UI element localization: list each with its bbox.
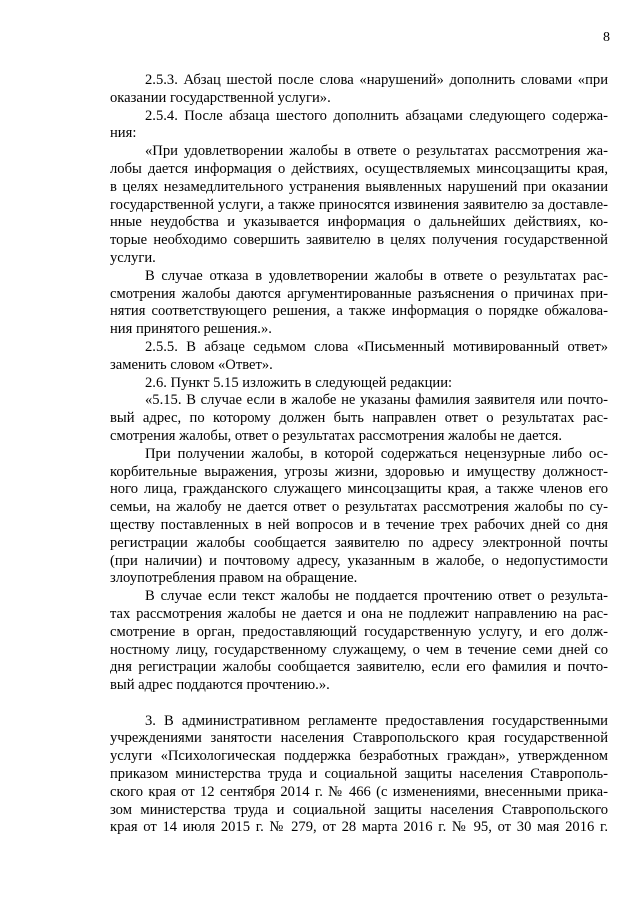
paragraph-spacer xyxy=(110,695,608,713)
text-line: вый адрес, по которому должен быть направлен ответ о результатах рас- xyxy=(110,410,608,427)
text-line: смотрение в орган, предоставляющий государственную услугу, и его долж- xyxy=(110,623,608,640)
text-line: вый адрес поддаются прочтению.». xyxy=(110,677,330,694)
text-line: ния принятого решения.». xyxy=(110,321,272,338)
text-line: услуги. xyxy=(110,249,156,266)
text-line: заменить словом «Ответ». xyxy=(110,356,273,373)
text-line: нятия соответствующего решения, а также информация о порядке обжалова- xyxy=(110,303,608,320)
text-line: (при наличии) и почтовому адресу, указанным в жалобе, о недопустимости xyxy=(110,552,608,569)
text-line: тах рассмотрения жалобы не дается и она не подлежит направлению на рас- xyxy=(110,605,608,622)
text-line: При получении жалобы, в которой содержаться нецензурные либо ос- xyxy=(145,445,608,462)
document-body xyxy=(110,72,608,837)
text-line: лобы дается информация о действиях, осуществляемых минсоцзащиты края, xyxy=(110,160,608,177)
page-number: 8 xyxy=(603,30,610,45)
text-line: смотрения жалобы даются аргументированные разъяснения о причинах при- xyxy=(110,285,608,302)
text-line: торые необходимо совершить заявителю в целях получения государственной xyxy=(110,232,608,249)
text-line: семьи, на жалобу не дается ответ о результатах рассмотрения жалобы по су- xyxy=(110,499,608,516)
text-line: В случае отказа в удовлетворении жалобы в ответе о результатах рас- xyxy=(145,267,608,284)
text-line: В случае если текст жалобы не поддается прочтению ответ о результа- xyxy=(145,588,608,605)
text-line: ного лица, гражданского служащего минсоцзащиты края, а также членов его xyxy=(110,481,608,498)
text-line: регистрации жалобы сообщается заявителю по адресу электронной почты xyxy=(110,534,608,551)
text-line: «При удовлетворении жалобы в ответе о результатах рассмотрения жа- xyxy=(145,143,608,160)
text-line: края от 14 июля 2015 г. № 279, от 28 марта 2016 г. № 95, от 30 мая 2016 г. xyxy=(110,819,608,836)
text-line: 2.6. Пункт 5.15 изложить в следующей редакции: xyxy=(145,374,453,391)
text-line: приказом министерства труда и социальной защиты населения Ставрополь- xyxy=(110,766,608,783)
text-line: нные неудобства и указывается информация о дальнейших действиях, ко- xyxy=(110,214,608,231)
text-line: учреждениями занятости населения Ставропольского края государственной xyxy=(110,730,608,747)
text-line: услуги «Психологическая поддержка безработных граждан», утвержденном xyxy=(110,748,608,765)
text-line: корбительные выражения, угрозы жизни, здоровью и имуществу должност- xyxy=(110,463,608,480)
text-line: ского края от 12 сентября 2014 г. № 466 (с изменениями, внесенными прика- xyxy=(110,783,608,800)
text-line: смотрения жалобы, ответ о результатах рассмотрения жалобы не дается. xyxy=(110,427,562,444)
text-line: ния: xyxy=(110,125,137,142)
text-line: 2.5.4. После абзаца шестого дополнить абзацами следующего содержа- xyxy=(145,107,608,124)
text-line: ностному лицу, государственному служащему, о чем в течение семи дней со xyxy=(110,641,608,658)
text-line: оказании государственной услуги». xyxy=(110,89,331,106)
text-line: «5.15. В случае если в жалобе не указаны фамилия заявителя или почто- xyxy=(145,392,608,409)
text-line: государственной услуги, а также приносятся извинения заявителю за доставле- xyxy=(110,196,608,213)
text-line: ществу поставленных в ней вопросов и в течение трех рабочих дней со дня xyxy=(110,516,608,533)
text-line: 2.5.3. Абзац шестой после слова «нарушений» дополнить словами «при xyxy=(145,72,608,88)
text-line: злоупотребления правом на обращение. xyxy=(110,570,358,587)
text-line: 2.5.5. В абзаце седьмом слова «Письменный мотивированный ответ» xyxy=(145,338,608,355)
text-line: 3. В административном регламенте предоставления государственными xyxy=(145,712,608,729)
text-line: зом министерства труда и социальной защиты населения Ставропольского xyxy=(110,801,608,818)
text-line: дня регистрации жалобы сообщается заявителю, если его фамилия и почто- xyxy=(110,659,608,676)
text-line: в целях незамедлительного устранения выявленных нарушений при оказании xyxy=(110,178,608,195)
